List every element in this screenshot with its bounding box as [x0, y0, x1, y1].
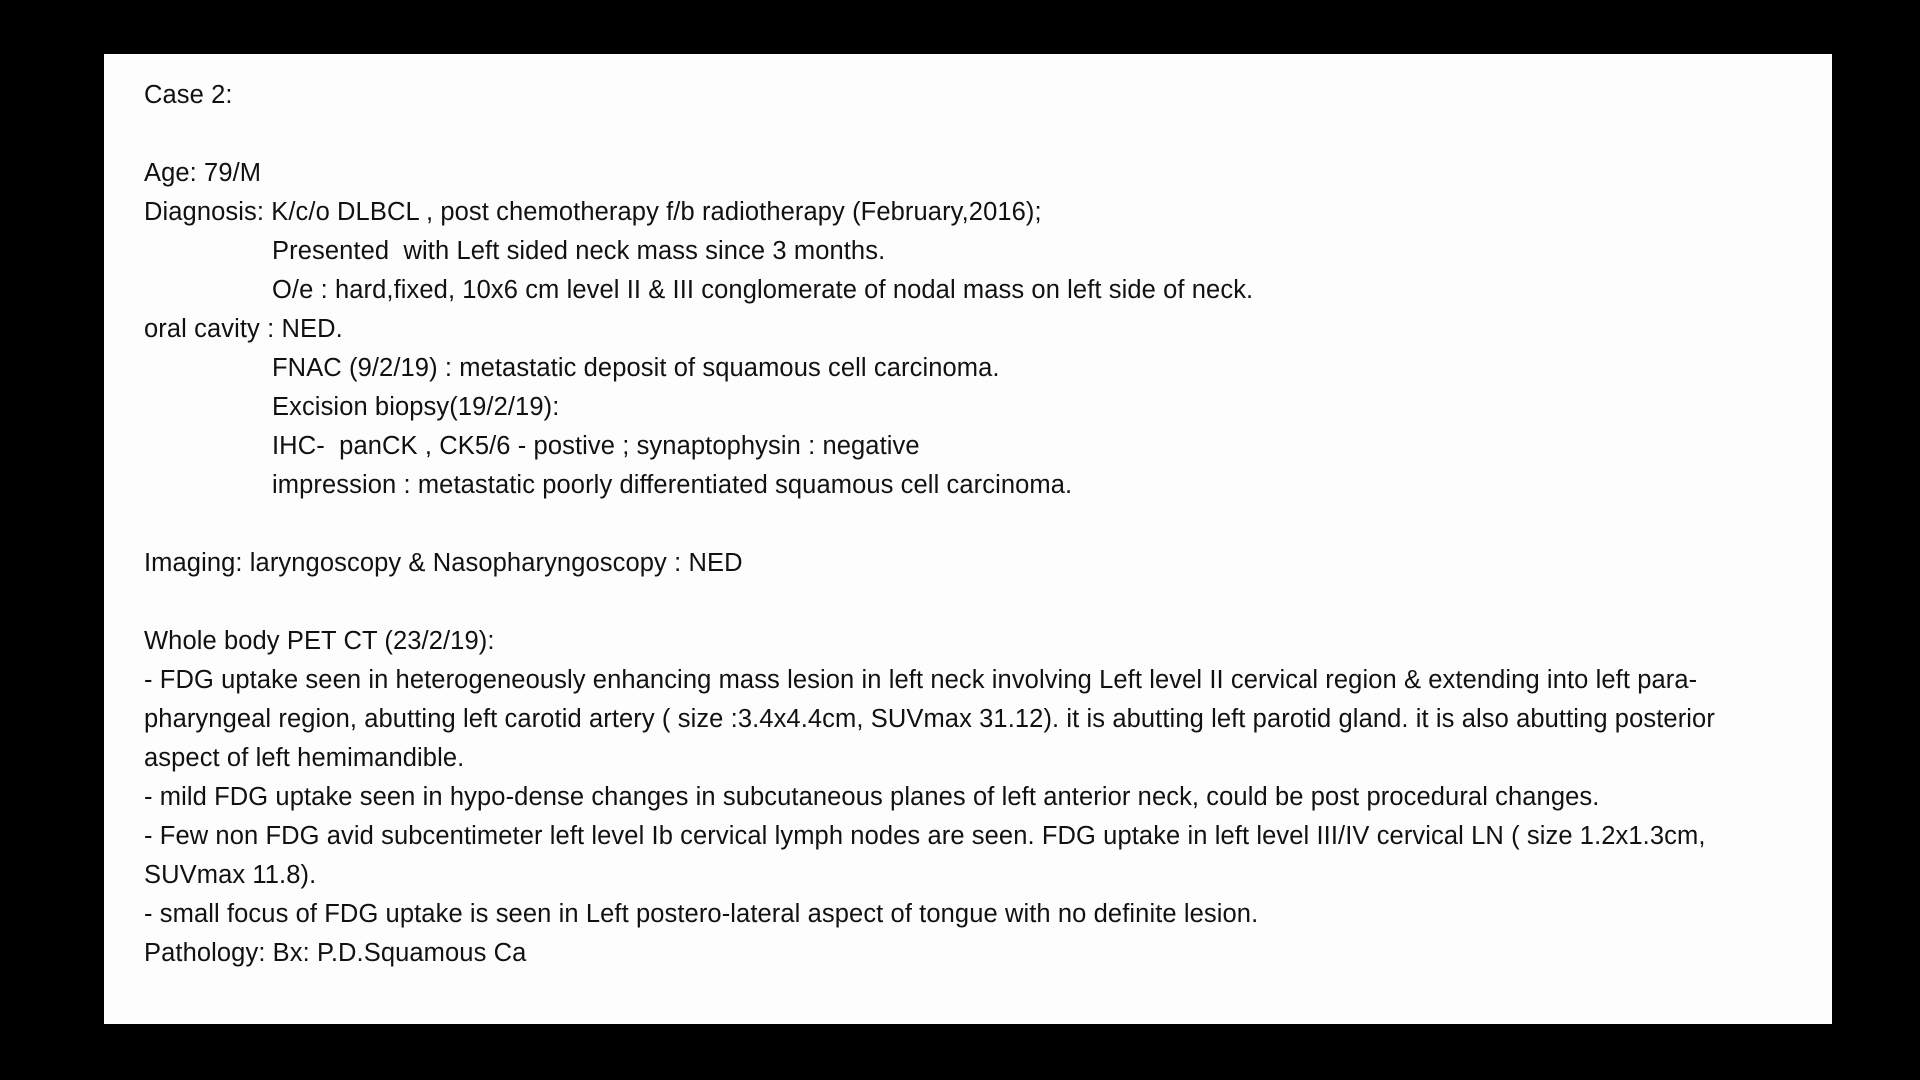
presented-line: Presented with Left sided neck mass since 3 months.	[272, 237, 886, 265]
diagnosis-line: Diagnosis: K/c/o DLBCL , post chemotherapy f/b radiotherapy (February,2016);	[144, 198, 1042, 226]
age-line: Age: 79/M	[144, 159, 262, 187]
slide-text-body	[104, 76, 1832, 973]
examination-line: O/e : hard,fixed, 10x6 cm level II & III conglomerate of nodal mass on left side of neck.	[272, 276, 1254, 304]
petct-heading: Whole body PET CT (23/2/19):	[144, 627, 495, 655]
excision-biopsy-line: Excision biopsy(19/2/19):	[272, 393, 560, 421]
impression-line: impression : metastatic poorly differentiated squamous cell carcinoma.	[272, 471, 1073, 499]
spacer-after-case-title	[144, 115, 1792, 154]
case-title: Case 2:	[144, 81, 233, 109]
petct-finding-2: - mild FDG uptake seen in hypo-dense changes in subcutaneous planes of left anterior neck, could be post procedural changes.	[144, 783, 1600, 811]
pathology-line: Pathology: Bx: P.D.Squamous Ca	[144, 939, 527, 967]
fnac-line: FNAC (9/2/19) : metastatic deposit of squamous cell carcinoma.	[272, 354, 1000, 382]
petct-finding-4: - small focus of FDG uptake is seen in Left postero-lateral aspect of tongue with no definite lesion.	[144, 900, 1259, 928]
petct-finding-3: - Few non FDG avid subcentimeter left level Ib cervical lymph nodes are seen. FDG uptake in left level III/IV cervical LN ( size 1.2x1.3cm, SUVmax 11.8).	[144, 822, 1706, 889]
spacer-before-petct	[144, 583, 1792, 622]
slide-card	[104, 54, 1832, 1024]
imaging-line: Imaging: laryngoscopy & Nasopharyngoscopy : NED	[144, 549, 743, 577]
petct-finding-1: - FDG uptake seen in heterogeneously enhancing mass lesion in left neck involving Left level II cervical region & extending into left para-pharyngeal region, abutting left carotid artery ( size :3.4x4.4cm, SUVmax 31.12). it is abutting left parotid gland. it is also abutting posterior aspect of left hemimandible.	[144, 666, 1715, 772]
oral-cavity-line: oral cavity : NED.	[144, 315, 343, 343]
spacer-before-imaging	[144, 505, 1792, 544]
ihc-line: IHC- panCK , CK5/6 - postive ; synaptophysin : negative	[272, 432, 920, 460]
